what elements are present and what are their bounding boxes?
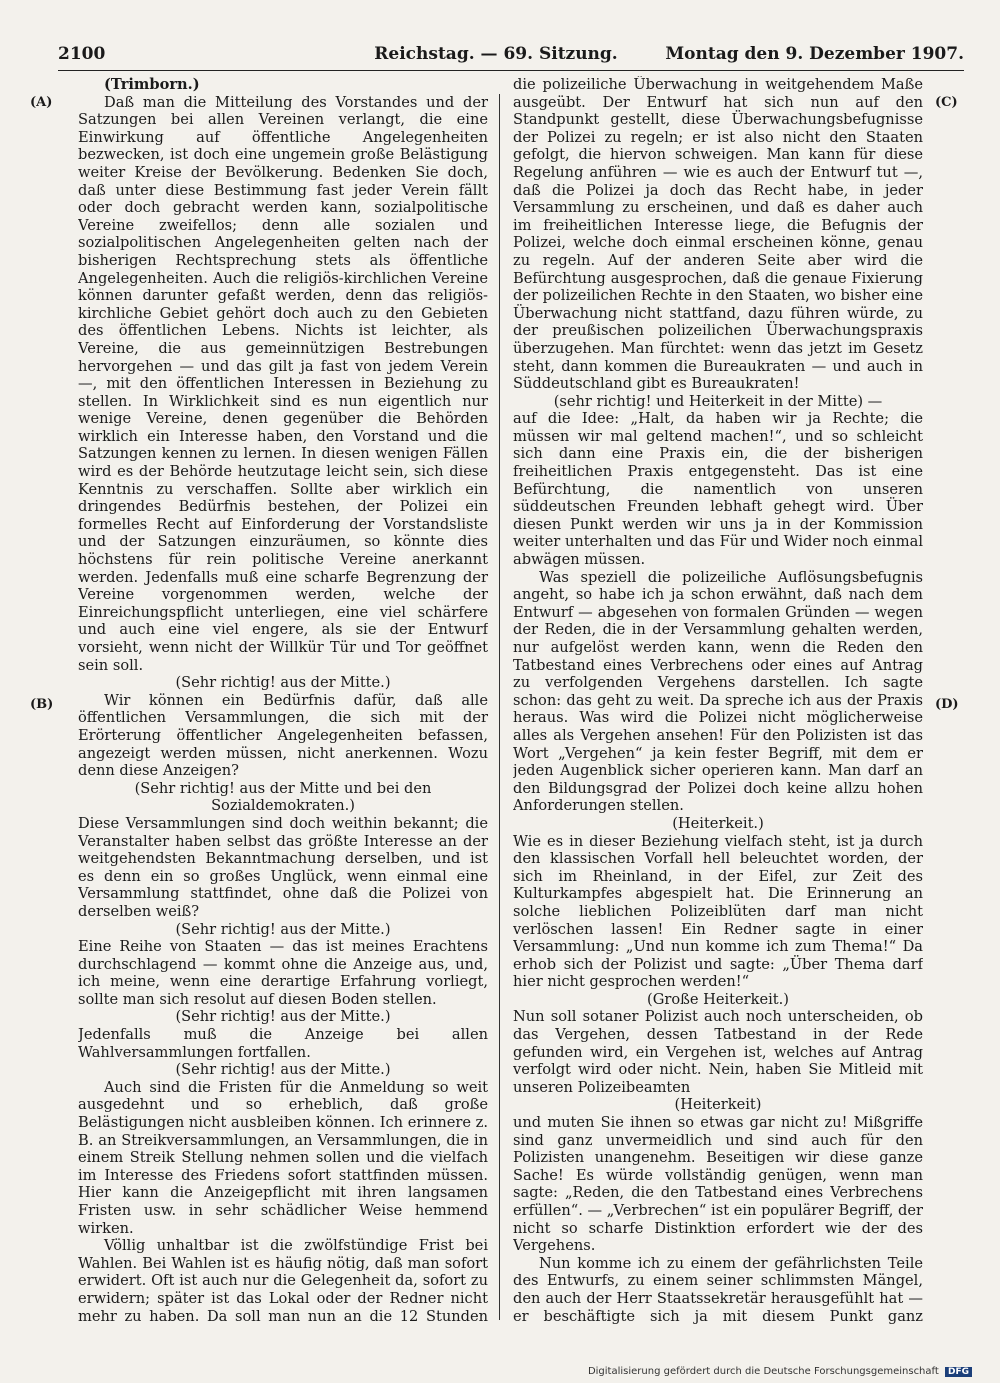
footer-credit <box>588 1366 972 1377</box>
page-header <box>58 44 964 71</box>
paragraph: Auch sind die Fristen für die Anmeldung so weit ausgedehnt und so erheblich, daß große Belästigungen nicht ausbleiben können. Ich erinnere z. B. an Streikversammlungen, an Versammlungen, die in einem Streik Stellung nehmen sollen und die vielfach im Interesse des Friedens sofort stattfinden müssen. Hier kann die Anzeigepflicht mit ihren langsamen Fristen usw. in sehr schädlicher Weise hemmend wirken. <box>78 1078 488 1237</box>
column-divider <box>499 94 500 1320</box>
interjection: (Sehr richtig! aus der Mitte und bei den Sozialdemokraten.) <box>134 779 432 815</box>
left-column <box>78 76 488 1324</box>
page-number: 2100 <box>58 44 106 64</box>
interjection: (Heiterkeit.) <box>672 814 764 832</box>
paragraph: Eine Reihe von Staaten — das ist meines Erachtens durchschlagend — kommt ohne die Anzeige aus, und, ich meine, wenn eine derartige Erfahrung vorliegt, sollte man sich resolut auf diesen Boden stellen. <box>78 938 488 1008</box>
paragraph: die polizeiliche Überwachung in weitgehendem Maße ausgeübt. Der Entwurf hat sich nun auf den Standpunkt gestellt, diese Überwachungsbefugnisse der Polizei zu regeln; er ist also nicht den Staaten gefolgt, die hiervon schweigen. Man kann für diese Regelung anführen — wie es auch der Entwurf tut —, daß die Polizei ja doch das Recht habe, in jeder Versammlung zu erscheinen, und daß es daher auch im freiheitlichen Interesse liege, die Befugnis der Polizei, welche doch einmal erscheinen könne, genau zu regeln. Auf der anderen Seite aber wird die Befürchtung ausgesprochen, daß die genaue Fixierung der polizeilichen Rechte in den Staaten, wo bisher eine Überwachung nicht stattfand, dazu führen würde, zu der preußischen polizeilichen Überwachungspraxis überzugehen. Man fürchtet: wenn das jetzt im Gesetz steht, dann kommen die Bureaukraten — und auch in Süddeutschland gibt es Bureaukraten! <box>513 76 923 393</box>
running-title: Reichstag. — 69. Sitzung. <box>374 44 618 64</box>
interjection: (sehr richtig! und Heiterkeit in der Mitte) — <box>553 392 883 410</box>
dfg-logo: DFG <box>945 1367 972 1377</box>
margin-mark-d: (D) <box>935 697 959 712</box>
margin-mark-b: (B) <box>30 697 54 712</box>
paragraph: Jedenfalls muß die Anzeige bei allen Wahlversammlungen fortfallen. <box>78 1026 488 1061</box>
margin-mark-c: (C) <box>935 95 958 110</box>
interjection: (Große Heiterkeit.) <box>647 990 789 1008</box>
paragraph: Wie es in dieser Beziehung vielfach steht, ist ja durch den klassischen Vorfall hell beleuchtet worden, der sich im Rheinland, in der Eifel, zur Zeit des Kulturkampfes abgespielt hat. Die Erinnerung an solche lieblichen Polizeiblüten darf man nicht verlöschen lassen! Ein Redner sagte in einer Versammlung: „Und nun komme ich zum Thema!“ Da erhob sich der Polizist und sagte: „Über Thema darf hier nicht gesprochen werden!“ <box>513 832 923 991</box>
interjection: (Sehr richtig! aus der Mitte.) <box>175 674 391 692</box>
interjection: (Sehr richtig! aus der Mitte.) <box>175 1061 391 1079</box>
funding-note: Digitalisierung gefördert durch die Deutsche Forschungsgemeinschaft <box>587 1366 939 1377</box>
paragraph: Daß man die Mitteilung des Vorstandes und der Satzungen bei allen Vereinen verlangt, die eine Einwirkung auf öffentliche Angelegenheiten bezwecken, ist doch eine ungemein große Belästigung weiter Kreise der Bevölkerung. Bedenken Sie doch, daß unter diese Bestimmung fast jeder Verein fällt oder doch gebracht werden kann, sozialpolitische Vereine zweifellos; denn alle sozialen und sozialpolitischen Angelegenheiten gelten nach der bisherigen Rechtsprechung stets als öffentliche Angelegenheiten. Auch die religiös-kirchlichen Vereine können darunter gefaßt werden, denn das religiös-kirchliche Gebiet gehört doch auch zu den Gebieten des öffentlichen Lebens. Nichts ist leichter, als Vereine, die aus gemeinnützigen Bestrebungen hervorgehen — und das gilt ja fast von jedem Verein —, mit den öffentlichen Interessen in Beziehung zu stellen. In Wirklichkeit sind es nun eigentlich nur wenige Vereine, denen gegenüber die Behörden wirklich ein Interesse haben, den Vorstand und die Satzungen kennen zu lernen. In diesen wenigen Fällen wird es der Behörde heutzutage leicht sein, sich diese Kenntnis zu verschaffen. Sollte aber wirklich ein dringendes Bedürfnis bestehen, der Polizei ein formelles Recht auf Einforderung der Vorstandsliste und der Satzungen einzuräumen, so könnte dies höchstens für rein politische Vereine anerkannt werden. Jedenfalls muß eine scharfe Begrenzung der Vereine vorgenommen werden, welche der Einreichungspflicht unterliegen, eine viel schärfere und auch eine viel engere, als sie der Entwurf vorsieht, wenn nicht der Willkür Tür und Tor geöffnet sein soll. <box>78 93 488 674</box>
speaker-name: (Trimborn.) <box>104 76 200 93</box>
paragraph: Nun komme ich zu einem der gefährlichsten Teile des Entwurfs, zu einem seiner schlimmsten Mängel, den auch der Herr Staatssekretär herausgefühlt hat — er beschäftigte sich ja mit diesem Punkt ganz <box>513 1254 923 1324</box>
right-column <box>513 76 923 1324</box>
margin-mark-a: (A) <box>30 95 53 110</box>
interjection: (Heiterkeit) <box>674 1096 762 1114</box>
paragraph: auf die Idee: „Halt, da haben wir ja Rechte; die müssen wir mal geltend machen!“, und so schleicht sich dann eine Praxis ein, die der bisherigen freiheitlichen Praxis entgegensteht. Das ist eine Befürchtung, die namentlich von unseren süddeutschen Freunden lebhaft gehegt wird. Über diesen Punkt werden wir uns ja in der Kommission weiter unterhalten und das Für und Wider noch einmal abwägen müssen. <box>513 410 923 569</box>
paragraph: Wir können ein Bedürfnis dafür, daß alle öffentlichen Versammlungen, die sich mit der Erörterung öffentlicher Angelegenheiten befassen, angezeigt werden müssen, nicht anerkennen. Wozu denn diese Anzeigen? <box>78 691 488 780</box>
interjection: (Sehr richtig! aus der Mitte.) <box>175 920 391 938</box>
session-date: Montag den 9. Dezember 1907. <box>665 44 964 64</box>
paragraph: Diese Versammlungen sind doch weithin bekannt; die Veranstalter haben selbst das größte Interesse an der weitgehendsten Bekanntmachung derselben, und ist es denn ein so großes Unglück, wenn einmal eine Versammlung stattfindet, ohne daß die Polizei von derselben weiß? <box>78 814 488 920</box>
interjection: (Sehr richtig! aus der Mitte.) <box>175 1008 391 1026</box>
paragraph: und muten Sie ihnen so etwas gar nicht zu! Mißgriffe sind ganz unvermeidlich und sind auch für den Polizisten unangenehm. Beseitigen wir diese ganze Sache! Es würde vollständig genügen, wenn man sagte: „Reden, die den Tatbestand eines Verbrechens erfüllen“. — „Verbrechen“ ist ein populärer Begriff, der nicht so scharfe Distinktion erfordert wie der des Vergehens. <box>513 1114 923 1255</box>
paragraph: Nun soll sotaner Polizist auch noch unterscheiden, ob das Vergehen, dessen Tatbestand in der Rede gefunden wird, ein Vergehen ist, welches auf Antrag verfolgt wird oder nicht. Nein, haben Sie Mitleid mit unseren Polizeibeamten <box>513 1008 923 1096</box>
paragraph: Was speziell die polizeiliche Auflösungsbefugnis angeht, so habe ich ja schon erwähnt, daß nach dem Entwurf — abgesehen von formalen Gründen — wegen der Reden, die in der Versammlung gehalten werden, nur aufgelöst werden kann, wenn die Reden den Tatbestand eines Verbrechens oder eines auf Antrag zu verfolgenden Vergehens darstellen. Ich sagte schon: das geht zu weit. Da spreche ich aus der Praxis heraus. Was wird die Polizei nicht möglicherweise alles als Vergehen ansehen! Für den Polizisten ist das Wort „Vergehen“ ja kein fester Begriff, mit dem er jeden Augenblick sicher operieren kann. Man darf an den Bildungsgrad der Polizei doch keine allzu hohen Anforderungen stellen. <box>513 568 923 815</box>
paragraph: Völlig unhaltbar ist die zwölfstündige Frist bei Wahlen. Bei Wahlen ist es häufig nötig, daß man sofort erwidert. Oft ist auch nur die Gelegenheit da, sofort zu erwidern; später ist das Lokal oder der Redner nicht mehr zu haben. Da soll man nun an die 12 Stunden <box>78 1237 488 1324</box>
